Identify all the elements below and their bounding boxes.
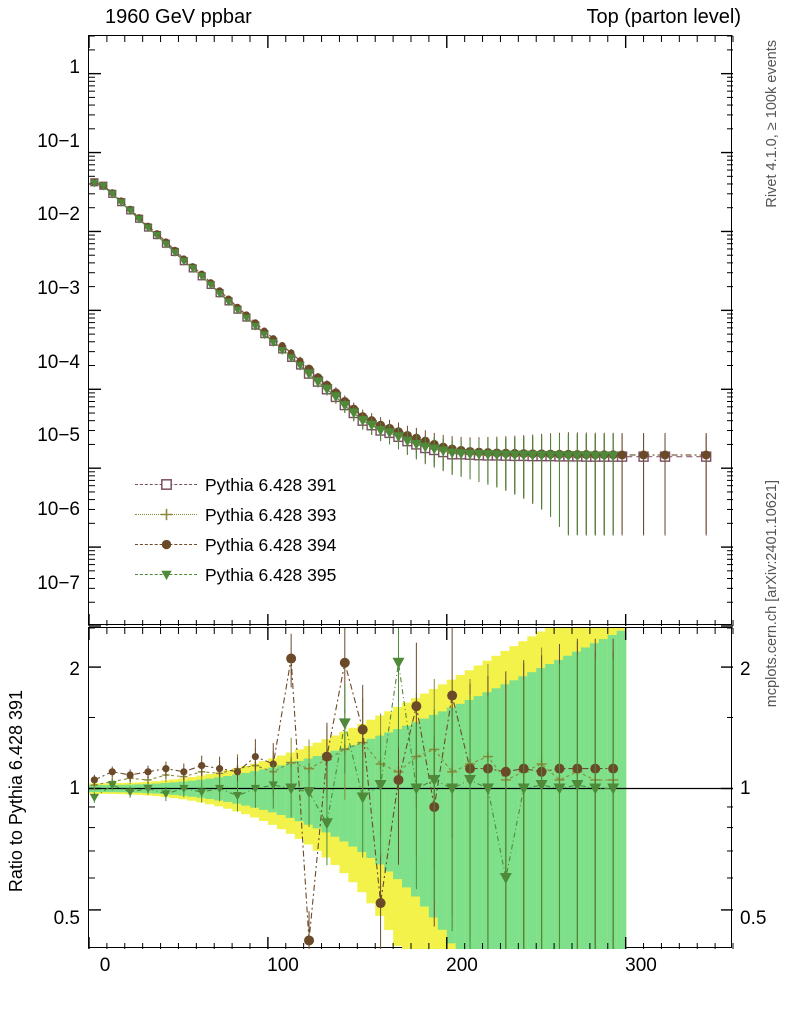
ratio-ytick-2: 2 (69, 659, 80, 680)
header-left: 1960 GeV ppbar (105, 6, 252, 28)
legend-symbol-0 (135, 475, 197, 495)
ratio-ytick-1-right: 1 (740, 778, 751, 799)
xtick-200: 200 (446, 955, 478, 976)
ytick-1e-1: 10−1 (37, 131, 80, 152)
legend-symbol-2 (135, 535, 197, 555)
ytick-1e-5: 10−5 (37, 425, 80, 446)
legend-item-3[interactable] (135, 560, 336, 590)
xtick-300: 300 (625, 955, 657, 976)
rivet-version-label: Rivet 4.1.0, ≥ 100k events (764, 40, 780, 208)
legend-item-0[interactable] (135, 470, 336, 500)
xtick-100: 100 (267, 955, 299, 976)
legend-symbol-3 (135, 565, 197, 585)
header-right: Top (parton level) (586, 6, 741, 28)
legend-symbol-1 (135, 505, 197, 525)
ytick-1e-3: 10−3 (37, 278, 80, 299)
ratio-ytick-05-right: 0.5 (740, 908, 767, 929)
ytick-1e-6: 10−6 (37, 499, 80, 520)
legend-item-1[interactable] (135, 500, 336, 530)
ratio-plot-panel (88, 627, 732, 948)
legend-item-2[interactable] (135, 530, 336, 560)
ratio-axis-label: Ratio to Pythia 6.428 391 (6, 690, 26, 893)
mcplots-arxiv-label: mcplots.cern.ch [arXiv:2401.10621] (764, 480, 780, 708)
ytick-1e-7: 10−7 (37, 573, 80, 594)
ytick-1: 1 (69, 57, 80, 78)
legend (135, 470, 336, 590)
ratio-ytick-05: 0.5 (53, 908, 80, 929)
legend-label-0: Pythia 6.428 391 (205, 475, 337, 495)
legend-label-2: Pythia 6.428 394 (205, 535, 337, 555)
ratio-plot-canvas (89, 628, 733, 949)
ratio-ytick-1: 1 (69, 778, 80, 799)
ytick-1e-2: 10−2 (37, 204, 80, 225)
ytick-1e-4: 10−4 (37, 352, 80, 373)
legend-label-1: Pythia 6.428 393 (205, 505, 337, 525)
legend-label-3: Pythia 6.428 395 (205, 565, 337, 585)
ratio-ytick-2-right: 2 (740, 659, 751, 680)
xtick-0: 0 (99, 955, 111, 976)
